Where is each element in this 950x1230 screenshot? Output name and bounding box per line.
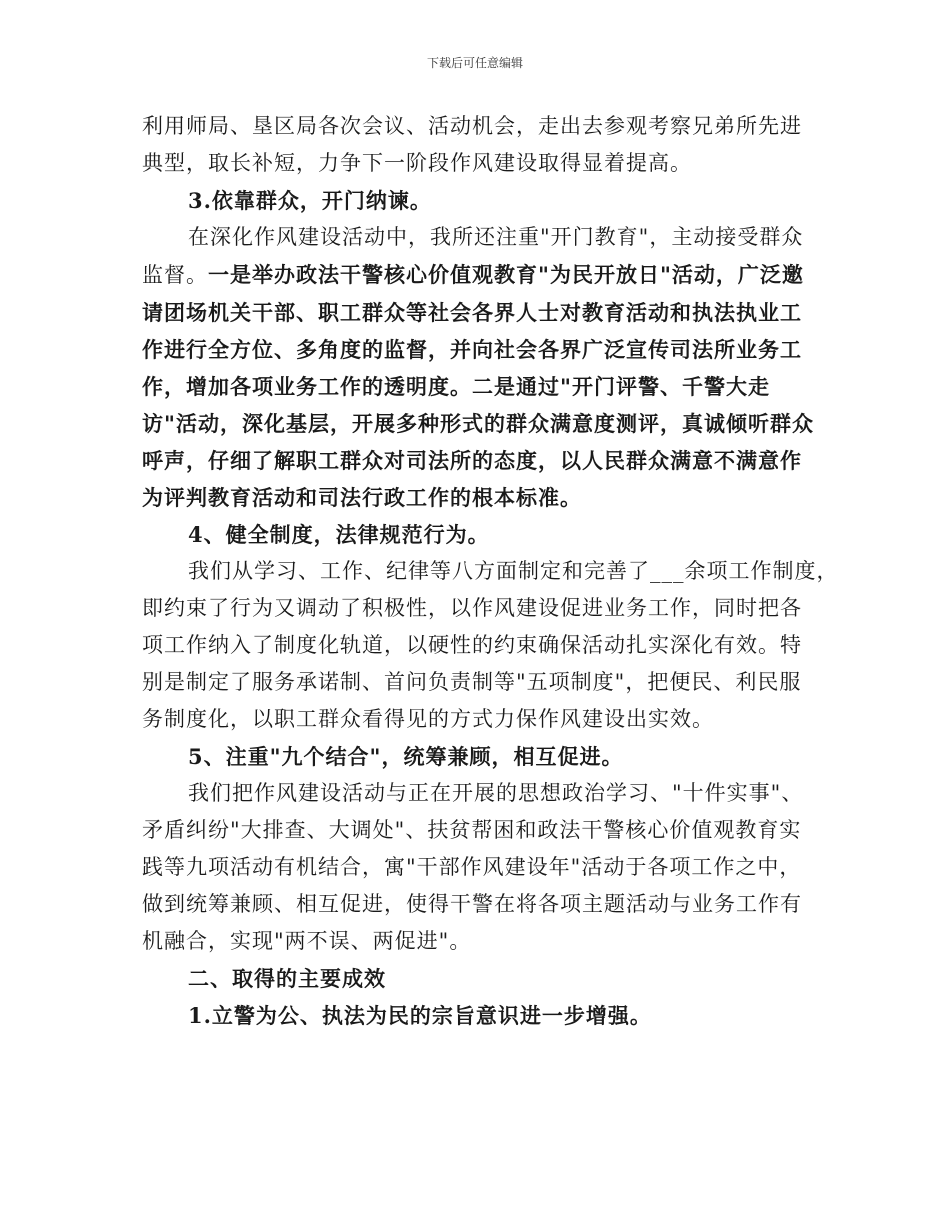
- text-line: 项工作纳入了制度化轨道，以硬性的约束确保活动扎实深化有效。特: [142, 633, 802, 657]
- text-bold: 一是举办政法干警核心价值观教育"为民开放日"活动，广泛邀: [208, 262, 804, 287]
- text-line-bold: 为评判教育活动和司法行政工作的根本标准。: [142, 485, 582, 510]
- text-line-bold: 作，增加各项业务工作的透明度。二是通过"开门评警、千警大走: [142, 374, 770, 399]
- text-line: 我们把作风建设活动与正在开展的思想政治学习、"十件实事"、: [188, 781, 804, 805]
- paragraph-open-door: [142, 219, 822, 516]
- text-line: 我们从学习、工作、纪律等八方面制定和完善了___余项工作制度，: [188, 559, 839, 583]
- paragraph-combination: [142, 775, 822, 960]
- page-header-note: 下载后可任意编辑: [426, 56, 523, 70]
- text-line: 做到统筹兼顾、相互促进，使得干警在将各项主题活动与业务工作有: [142, 892, 802, 916]
- text-line: [142, 219, 822, 256]
- text-normal: 监督。: [142, 263, 208, 287]
- text-line: 机融合，实现"两不误、两促进"。: [142, 929, 472, 953]
- text-line-bold: 呼声，仔细了解职工群众对司法所的态度，以人民群众满意不满意作: [142, 448, 802, 473]
- text-normal: 在深化作风建设活动中，我所还注重"开门教育"，主动接受群众: [188, 225, 804, 249]
- text-line: 即约束了行为又调动了积极性，以作风建设促进业务工作，同时把各: [142, 596, 802, 620]
- section-heading-4: 4、健全制度，法律规范行为。: [188, 522, 490, 547]
- text-line: 利用师局、垦区局各次会议、活动机会，走出去参观考察兄弟所先进: [142, 114, 802, 138]
- text-line: 别是制定了服务承诺制、首问负责制等"五项制度"，把便民、利民服: [142, 670, 802, 694]
- text-line: 典型，取长补短，力争下一阶段作风建设取得显着提高。: [142, 151, 692, 175]
- paragraph-continuation: [142, 108, 822, 182]
- text-line: 践等九项活动有机结合，寓"干部作风建设年"活动于各项工作之中，: [142, 855, 802, 879]
- text-line: 务制度化，以职工群众看得见的方式力保作风建设出实效。: [142, 707, 714, 731]
- text-line-bold: 访"活动，深化基层，开展多种形式的群众满意度测评，真诚倾听群众: [142, 411, 814, 436]
- section-heading-1: 1.立警为公、执法为民的宗旨意识进一步增强。: [188, 1003, 652, 1028]
- section-heading-results: 二、取得的主要成效: [188, 966, 386, 991]
- text-line-bold: 作进行全方位、多角度的监督，并向社会各界广泛宣传司法所业务工: [142, 337, 802, 362]
- document-body: [142, 108, 839, 1034]
- text-line-bold: 请团场机关干部、职工群众等社会各界人士对教育活动和执法执业工: [142, 300, 802, 325]
- section-heading-3: 3.依靠群众，开门纳谏。: [188, 188, 432, 213]
- text-line: 矛盾纠纷"大排查、大调处"、扶贫帮困和政法干警核心价值观教育实: [142, 818, 802, 842]
- section-heading-5: 5、注重"九个结合"，统筹兼顾，相互促进。: [188, 744, 624, 769]
- paragraph-system: [142, 553, 839, 738]
- text-line: [142, 256, 822, 294]
